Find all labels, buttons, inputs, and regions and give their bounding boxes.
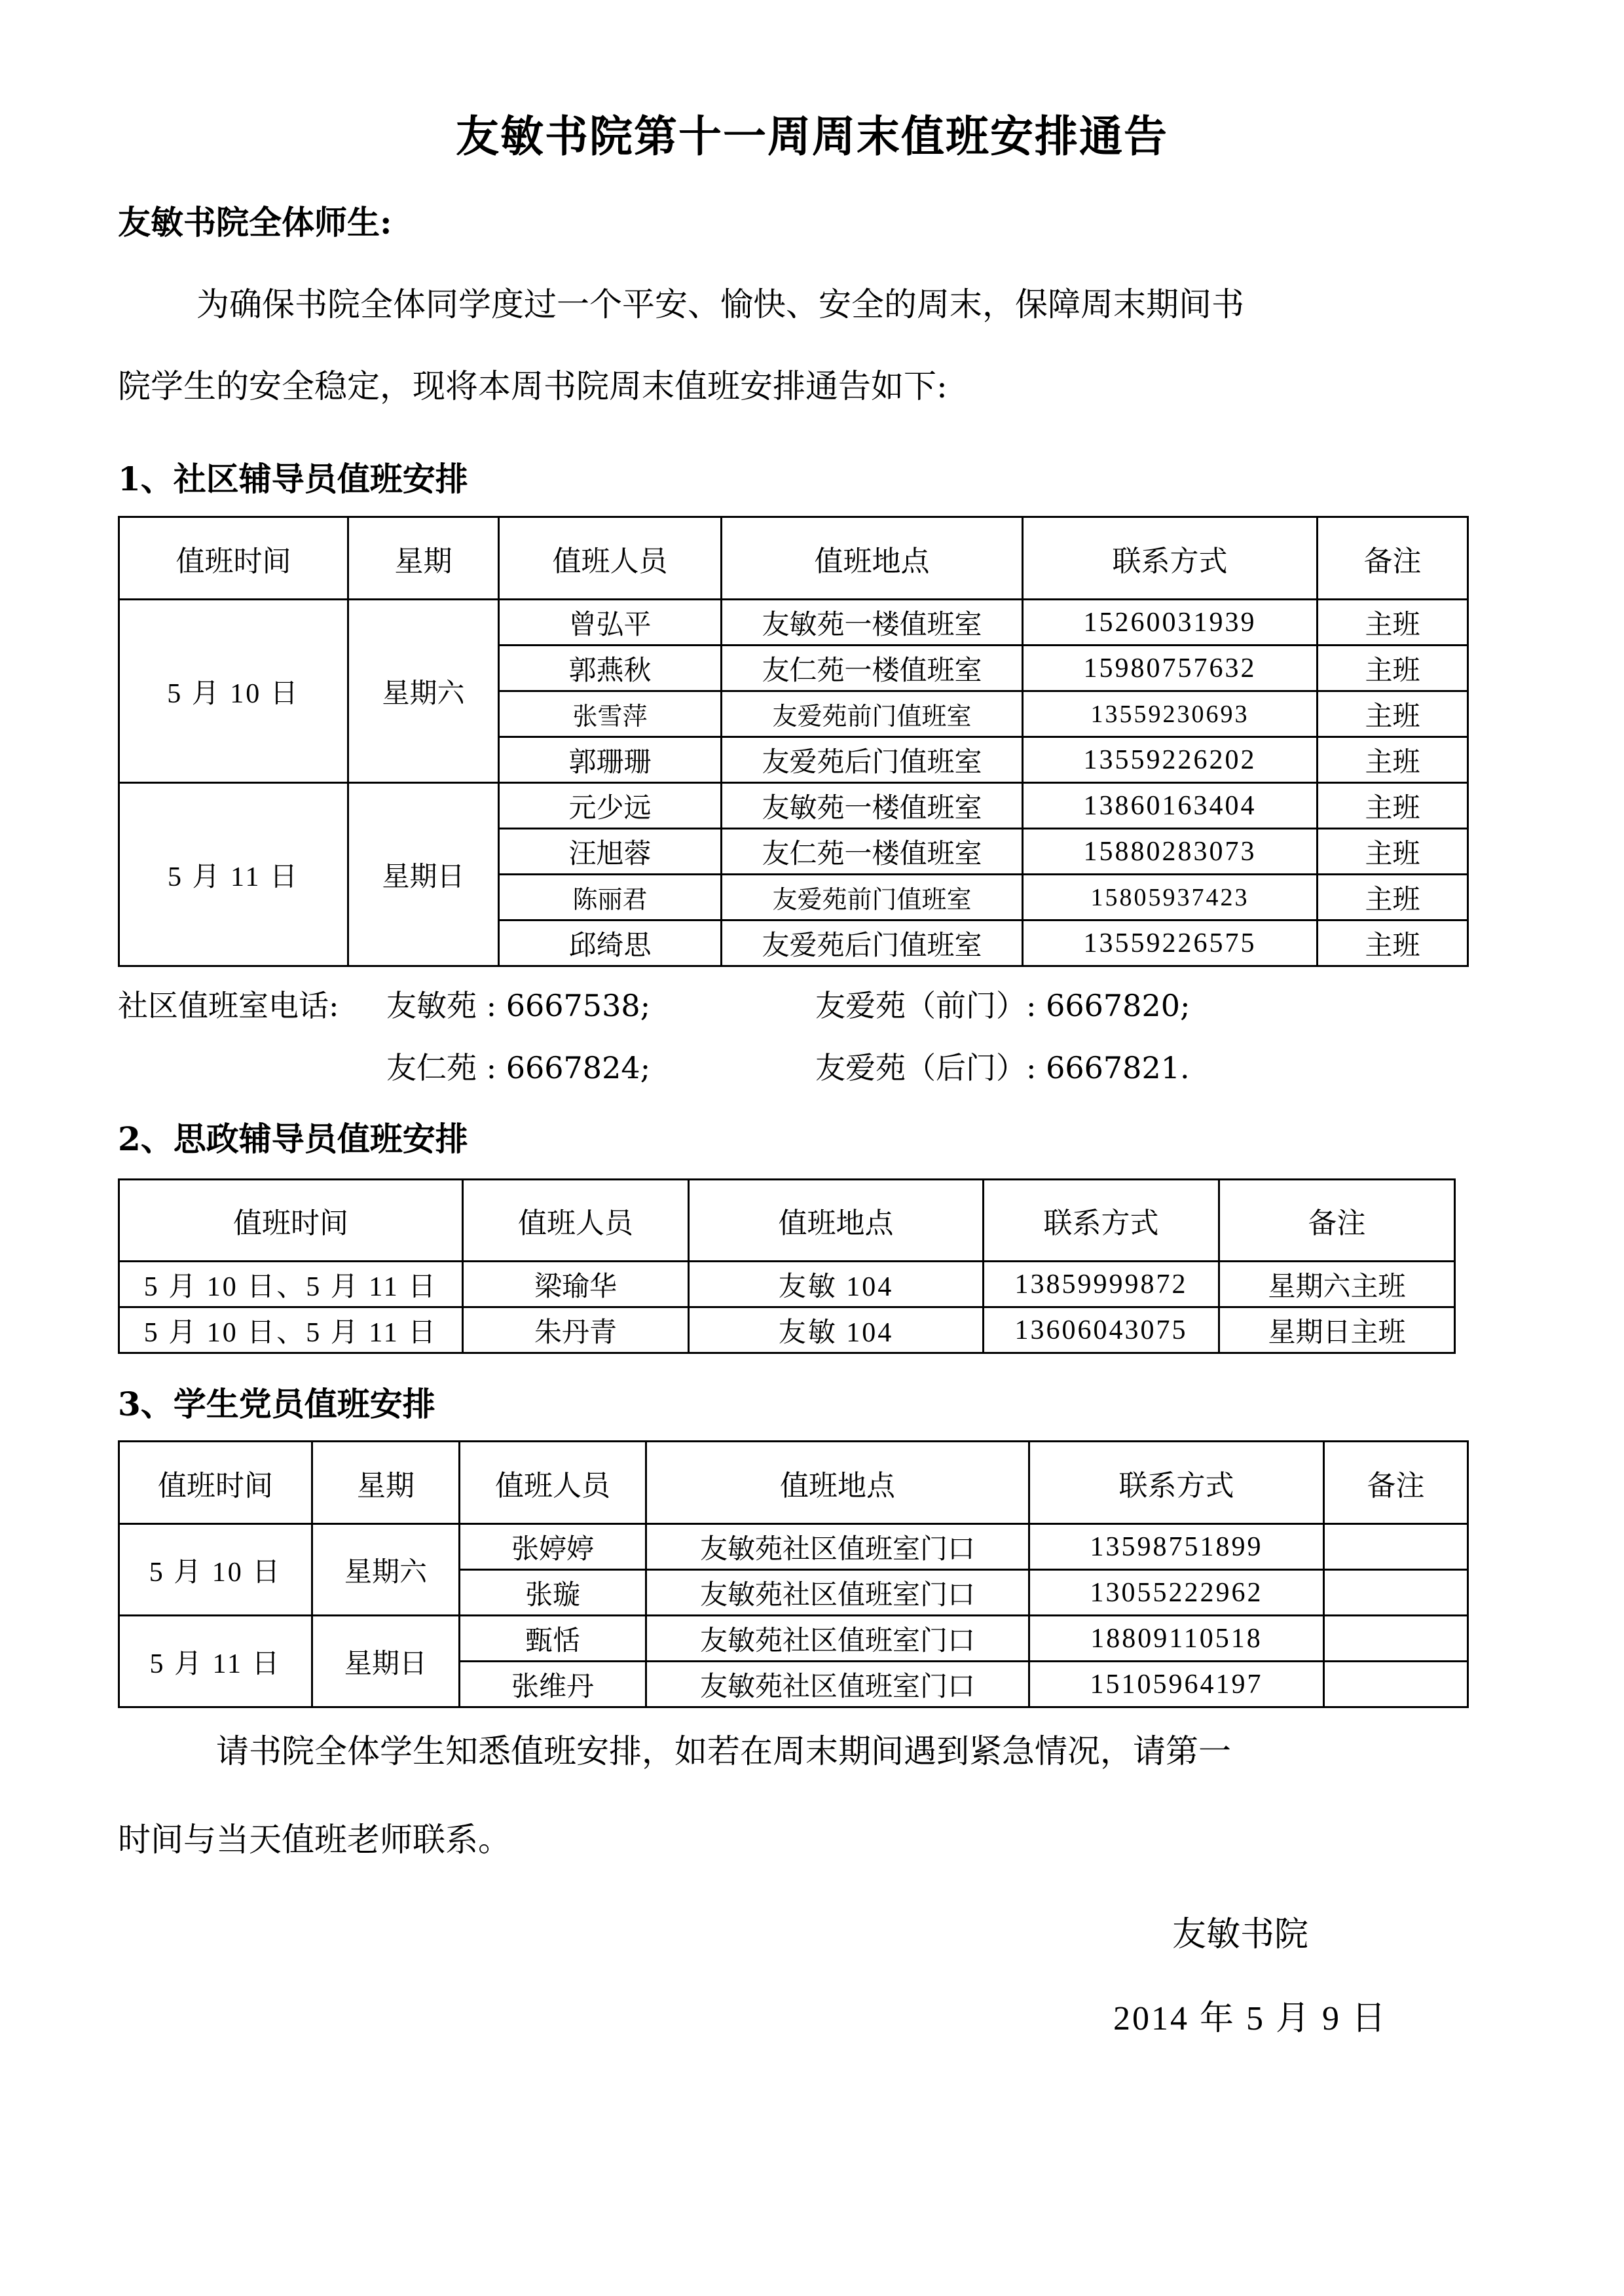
note-cell: 主班 xyxy=(1318,691,1468,737)
table-row xyxy=(119,1307,1455,1353)
place-cell: 友敏 104 xyxy=(689,1262,984,1307)
table-row xyxy=(119,783,1468,829)
phone-youai-back: 友爱苑（后门）: 6667821. xyxy=(815,1050,1190,1085)
time-cell: 5 月 10 日、5 月 11 日 xyxy=(119,1307,463,1353)
closing-line-1: 请书院全体学生知悉值班安排，如若在周末期间遇到紧急情况，请第一 xyxy=(216,1732,1231,1770)
date-cell: 5 月 10 日 xyxy=(119,600,348,783)
place-cell: 友爱苑前门值班室 xyxy=(722,691,1023,737)
table-row xyxy=(119,1616,1468,1662)
weekday-cell: 星期日 xyxy=(312,1616,460,1707)
note-cell: 主班 xyxy=(1318,829,1468,875)
weekday-cell: 星期六 xyxy=(348,600,499,783)
note-cell: 主班 xyxy=(1318,783,1468,829)
phone-cell: 15880283073 xyxy=(1023,829,1318,875)
name-cell: 郭燕秋 xyxy=(499,646,722,691)
header-cell: 值班地点 xyxy=(689,1180,984,1262)
weekday-cell: 星期日 xyxy=(348,783,499,966)
name-cell: 郭珊珊 xyxy=(499,737,722,783)
phone-youmin: 友敏苑 : 6667538; xyxy=(386,988,651,1023)
name-cell: 甄恬 xyxy=(460,1616,646,1662)
date-cell: 5 月 10 日 xyxy=(119,1524,312,1616)
section1-heading: 1、社区辅导员值班安排 xyxy=(118,460,468,498)
phone-cell: 13860163404 xyxy=(1023,783,1318,829)
phone-cell: 15105964197 xyxy=(1029,1662,1324,1707)
notice-title: 友敏书院第十一周周末值班安排通告 xyxy=(456,111,1168,162)
table-row xyxy=(119,600,1468,646)
party-member-table xyxy=(118,1440,1469,1708)
note-cell: 主班 xyxy=(1318,875,1468,920)
intro-line-2: 院学生的安全稳定，现将本周书院周末值班安排通告如下: xyxy=(118,367,948,405)
name-cell: 张维丹 xyxy=(460,1662,646,1707)
name-cell: 朱丹青 xyxy=(463,1307,689,1353)
table-row xyxy=(119,1524,1468,1570)
name-cell: 陈丽君 xyxy=(499,875,722,920)
community-counselor-table xyxy=(118,516,1469,967)
duty-phones-label: 社区值班室电话: xyxy=(118,988,339,1023)
note-cell: 主班 xyxy=(1318,737,1468,783)
name-cell: 张璇 xyxy=(460,1570,646,1616)
phone-youai-front: 友爱苑（前门）: 6667820; xyxy=(815,988,1190,1023)
header-cell: 星期 xyxy=(312,1442,460,1524)
table-row xyxy=(119,1262,1455,1307)
header-cell: 值班时间 xyxy=(119,517,348,600)
note-cell: 主班 xyxy=(1318,646,1468,691)
header-cell: 值班时间 xyxy=(119,1442,312,1524)
header-cell: 联系方式 xyxy=(1023,517,1318,600)
place-cell: 友敏苑社区值班室门口 xyxy=(646,1570,1029,1616)
place-cell: 友敏苑社区值班室门口 xyxy=(646,1662,1029,1707)
phone-cell: 13598751899 xyxy=(1029,1524,1324,1570)
note-cell xyxy=(1324,1524,1468,1570)
place-cell: 友仁苑一楼值班室 xyxy=(722,829,1023,875)
closing-line-2: 时间与当天值班老师联系。 xyxy=(118,1821,511,1859)
place-cell: 友敏 104 xyxy=(689,1307,984,1353)
header-cell: 联系方式 xyxy=(1029,1442,1324,1524)
date-cell: 5 月 11 日 xyxy=(119,1616,312,1707)
weekday-cell: 星期六 xyxy=(312,1524,460,1616)
note-cell: 星期日主班 xyxy=(1219,1307,1455,1353)
place-cell: 友爱苑后门值班室 xyxy=(722,737,1023,783)
name-cell: 梁瑜华 xyxy=(463,1262,689,1307)
note-cell: 主班 xyxy=(1318,920,1468,966)
header-cell: 值班时间 xyxy=(119,1180,463,1262)
phone-cell: 18809110518 xyxy=(1029,1616,1324,1662)
issue-date: 2014 年 5 月 9 日 xyxy=(1113,2000,1388,2037)
header-cell: 备注 xyxy=(1318,517,1468,600)
header-cell: 备注 xyxy=(1324,1442,1468,1524)
name-cell: 曾弘平 xyxy=(499,600,722,646)
phone-cell: 15260031939 xyxy=(1023,600,1318,646)
phone-cell: 13055222962 xyxy=(1029,1570,1324,1616)
note-cell xyxy=(1324,1616,1468,1662)
place-cell: 友敏苑社区值班室门口 xyxy=(646,1616,1029,1662)
time-cell: 5 月 10 日、5 月 11 日 xyxy=(119,1262,463,1307)
place-cell: 友爱苑前门值班室 xyxy=(722,875,1023,920)
header-cell: 值班人员 xyxy=(463,1180,689,1262)
signature: 友敏书院 xyxy=(1172,1915,1309,1954)
phone-cell: 15805937423 xyxy=(1023,875,1318,920)
header-cell: 值班地点 xyxy=(722,517,1023,600)
name-cell: 张雪萍 xyxy=(499,691,722,737)
place-cell: 友仁苑一楼值班室 xyxy=(722,646,1023,691)
phone-cell: 13559226202 xyxy=(1023,737,1318,783)
phone-cell: 13859999872 xyxy=(984,1262,1219,1307)
note-cell xyxy=(1324,1662,1468,1707)
date-cell: 5 月 11 日 xyxy=(119,783,348,966)
place-cell: 友敏苑一楼值班室 xyxy=(722,783,1023,829)
phone-cell: 13559226575 xyxy=(1023,920,1318,966)
name-cell: 邱绮思 xyxy=(499,920,722,966)
intro-line-1: 为确保书院全体同学度过一个平安、愉快、安全的周末，保障周末期间书 xyxy=(196,285,1244,323)
note-cell: 主班 xyxy=(1318,600,1468,646)
name-cell: 元少远 xyxy=(499,783,722,829)
name-cell: 汪旭蓉 xyxy=(499,829,722,875)
note-cell xyxy=(1324,1570,1468,1616)
name-cell: 张婷婷 xyxy=(460,1524,646,1570)
ideological-counselor-table xyxy=(118,1178,1456,1354)
header-cell: 联系方式 xyxy=(984,1180,1219,1262)
phone-cell: 13559230693 xyxy=(1023,691,1318,737)
section3-heading: 3、学生党员值班安排 xyxy=(118,1385,435,1423)
phone-cell: 13606043075 xyxy=(984,1307,1219,1353)
note-cell: 星期六主班 xyxy=(1219,1262,1455,1307)
place-cell: 友敏苑一楼值班室 xyxy=(722,600,1023,646)
header-cell: 值班人员 xyxy=(499,517,722,600)
place-cell: 友敏苑社区值班室门口 xyxy=(646,1524,1029,1570)
header-cell: 值班地点 xyxy=(646,1442,1029,1524)
phone-youren: 友仁苑 : 6667824; xyxy=(386,1050,651,1085)
header-cell: 值班人员 xyxy=(460,1442,646,1524)
phone-cell: 15980757632 xyxy=(1023,646,1318,691)
salutation: 友敏书院全体师生: xyxy=(118,203,392,242)
section2-heading: 2、思政辅导员值班安排 xyxy=(118,1120,468,1158)
place-cell: 友爱苑后门值班室 xyxy=(722,920,1023,966)
header-cell: 备注 xyxy=(1219,1180,1455,1262)
header-cell: 星期 xyxy=(348,517,499,600)
